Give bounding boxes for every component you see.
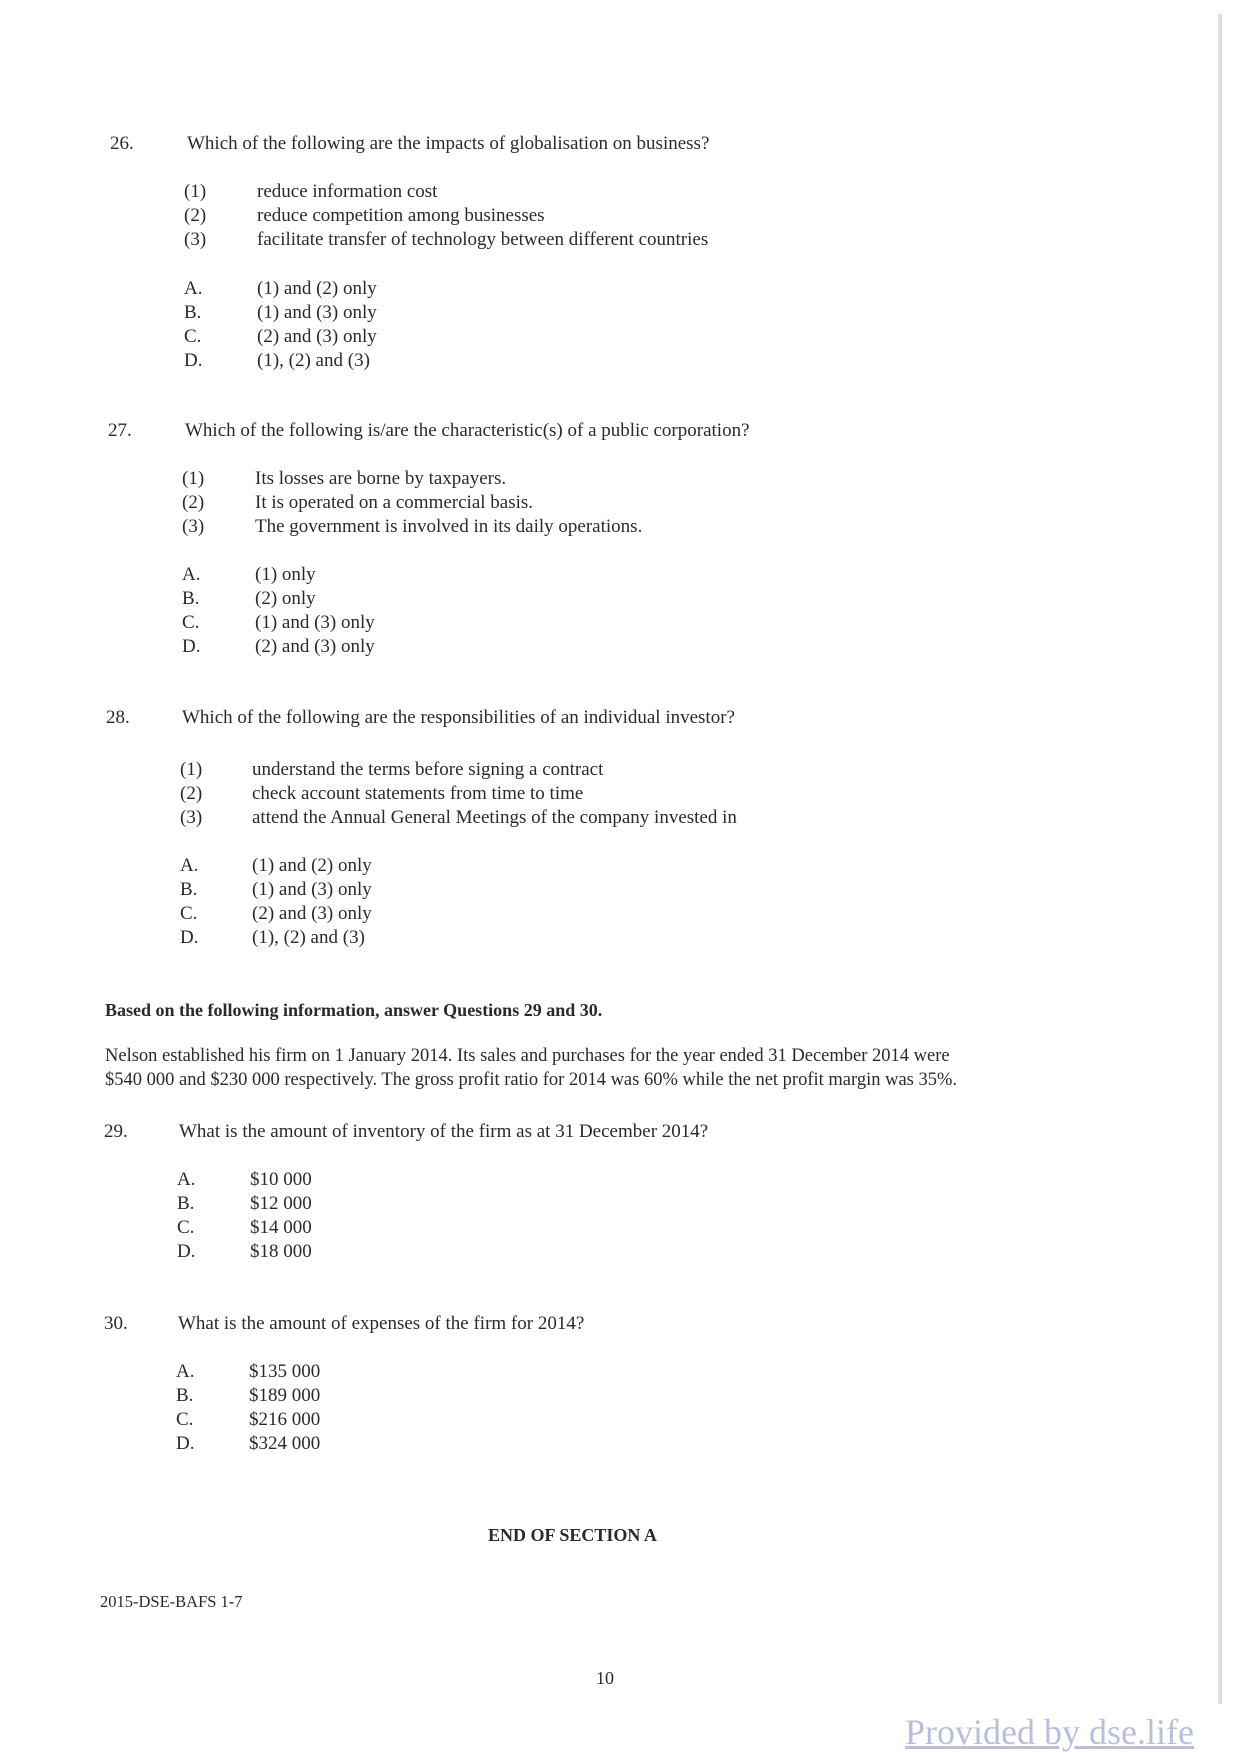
statement-label: (2) xyxy=(182,492,205,513)
statement-label: (1) xyxy=(180,759,203,780)
paper-code: 2015-DSE-BAFS 1-7 xyxy=(100,1592,243,1611)
option-label: B. xyxy=(182,588,200,609)
info-heading: Based on the following information, answer Questions 29 and 30. xyxy=(105,1000,603,1020)
option-text: (1), (2) and (3) xyxy=(257,350,370,371)
option-label: D. xyxy=(176,1433,195,1454)
option-text: (1) and (2) only xyxy=(257,278,377,299)
question-text: Which of the following are the impacts of globalisation on business? xyxy=(187,133,710,154)
option-text: $18 000 xyxy=(250,1241,312,1262)
option-label: C. xyxy=(184,326,202,347)
option-label: A. xyxy=(180,855,199,876)
statement-text: reduce competition among businesses xyxy=(257,205,545,226)
option-text: (1) only xyxy=(255,564,316,585)
option-label: A. xyxy=(182,564,201,585)
question-text: What is the amount of inventory of the firm as at 31 December 2014? xyxy=(179,1121,709,1142)
statement-label: (3) xyxy=(184,229,207,250)
option-label: C. xyxy=(180,903,198,924)
option-label: A. xyxy=(184,278,203,299)
statement-text: It is operated on a commercial basis. xyxy=(255,492,534,513)
question-number: 30. xyxy=(104,1313,128,1334)
statement-text: check account statements from time to time xyxy=(252,783,584,804)
option-text: $12 000 xyxy=(250,1193,312,1214)
option-text: $14 000 xyxy=(250,1217,312,1238)
option-label: C. xyxy=(182,612,200,633)
question-text: What is the amount of expenses of the firm for 2014? xyxy=(178,1313,585,1334)
option-text: $10 000 xyxy=(250,1169,312,1190)
option-text: $189 000 xyxy=(249,1385,321,1406)
option-label: D. xyxy=(177,1241,196,1262)
statement-label: (2) xyxy=(184,205,207,226)
option-text: $216 000 xyxy=(249,1409,321,1430)
option-text: (2) only xyxy=(255,588,316,609)
question-number: 27. xyxy=(108,420,132,441)
statement-text: reduce information cost xyxy=(257,181,438,202)
option-text: (1) and (3) only xyxy=(252,879,372,900)
question-number: 29. xyxy=(104,1121,128,1142)
option-text: $135 000 xyxy=(249,1361,321,1382)
option-text: (1) and (3) only xyxy=(255,612,375,633)
option-label: C. xyxy=(176,1409,194,1430)
question-number: 26. xyxy=(110,133,134,154)
option-label: A. xyxy=(176,1361,195,1382)
source-watermark-link[interactable]: Provided by dse.life xyxy=(905,1712,1194,1752)
option-label: B. xyxy=(180,879,198,900)
statement-text: understand the terms before signing a contract xyxy=(252,759,604,780)
option-text: (1) and (2) only xyxy=(252,855,372,876)
question-number: 28. xyxy=(106,707,130,728)
option-label: B. xyxy=(176,1385,194,1406)
statement-text: attend the Annual General Meetings of the company invested in xyxy=(252,807,737,828)
option-text: (1), (2) and (3) xyxy=(252,927,365,948)
statement-text: The government is involved in its daily operations. xyxy=(255,516,643,537)
option-label: C. xyxy=(177,1217,195,1238)
statement-text: facilitate transfer of technology between different countries xyxy=(257,229,709,250)
option-label: A. xyxy=(177,1169,196,1190)
statement-text: Its losses are borne by taxpayers. xyxy=(255,468,507,489)
option-label: B. xyxy=(184,302,202,323)
page-number: 10 xyxy=(596,1668,614,1688)
option-text: (2) and (3) only xyxy=(252,903,372,924)
option-label: D. xyxy=(180,927,199,948)
page-edge-shadow xyxy=(1218,14,1222,1704)
option-label: D. xyxy=(184,350,203,371)
statement-label: (3) xyxy=(180,807,203,828)
question-text: Which of the following is/are the characteristic(s) of a public corporation? xyxy=(185,420,750,441)
option-label: B. xyxy=(177,1193,195,1214)
statement-label: (2) xyxy=(180,783,203,804)
info-line: $540 000 and $230 000 respectively. The gross profit ratio for 2014 was 60% while the net profit margin was 35%. xyxy=(105,1070,958,1090)
statement-label: (3) xyxy=(182,516,205,537)
end-of-section-text: END OF SECTION A xyxy=(488,1525,657,1545)
option-text: (2) and (3) only xyxy=(255,636,375,657)
question-text: Which of the following are the responsibilities of an individual investor? xyxy=(182,707,735,728)
option-text: $324 000 xyxy=(249,1433,321,1454)
statement-label: (1) xyxy=(184,181,207,202)
option-text: (2) and (3) only xyxy=(257,326,377,347)
statement-label: (1) xyxy=(182,468,205,489)
option-label: D. xyxy=(182,636,201,657)
info-line: Nelson established his firm on 1 January 2014. Its sales and purchases for the year ended 31 December 2014 were xyxy=(105,1046,950,1066)
option-text: (1) and (3) only xyxy=(257,302,377,323)
